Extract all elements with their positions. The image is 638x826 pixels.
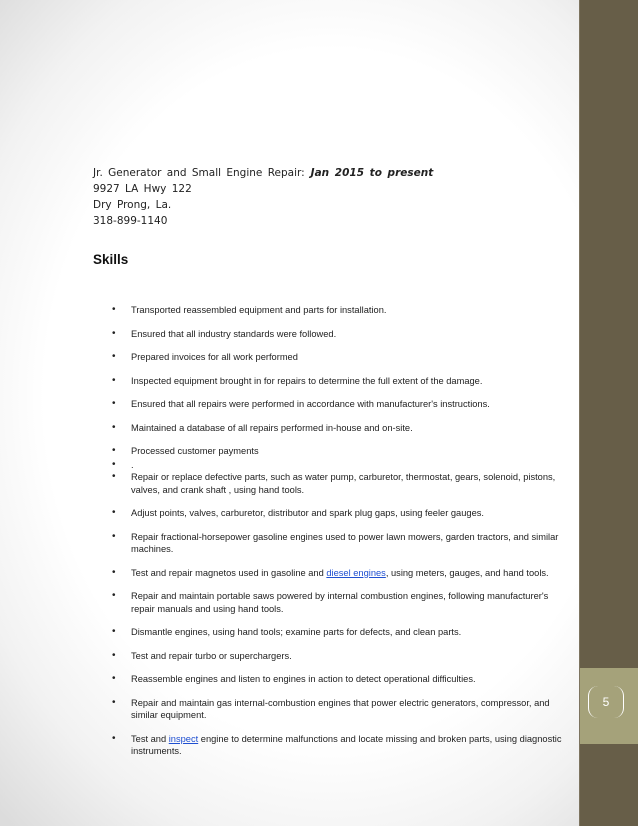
skill-text: Test and xyxy=(131,733,169,744)
skill-text: Adjust points, valves, carburetor, distributor and spark plug gaps, using feeler gauges. xyxy=(131,508,484,518)
skill-item xyxy=(110,375,570,388)
skill-text: Repair or replace defective parts, such as water pump, carburetor, thermostat, gears, solenoid, pistons, valves, and crank shaft , using hand tools. xyxy=(131,472,556,495)
skill-text: Repair and maintain gas internal-combustion engines that power electric generators, compressor, and similar equipment. xyxy=(131,697,550,720)
skill-item xyxy=(110,567,570,580)
skill-text: Processed customer payments xyxy=(131,446,259,456)
skill-item xyxy=(110,351,570,364)
employer-block xyxy=(93,165,433,229)
skill-text: Prepared invoices for all work performed xyxy=(131,352,298,362)
employer-phone: 318-899-1140 xyxy=(93,215,168,227)
skills-heading: Skills xyxy=(93,252,129,267)
skill-item xyxy=(110,459,570,472)
skill-item xyxy=(110,673,570,686)
skill-item xyxy=(110,626,570,639)
skill-text: Test and repair magnetos used in gasoline and xyxy=(131,567,327,578)
skill-text: Dismantle engines, using hand tools; examine parts for defects, and clean parts. xyxy=(131,627,462,637)
skill-text: Reassemble engines and listen to engines in action to detect operational difficulties. xyxy=(131,674,476,684)
skill-text: Inspected equipment brought in for repairs to determine the full extent of the damage. xyxy=(131,375,483,386)
skill-item xyxy=(110,507,570,520)
skill-text: Repair fractional-horsepower gasoline engines used to power lawn mowers, garden tractors, and similar machines. xyxy=(131,531,559,554)
page-number-tab xyxy=(580,668,638,744)
employment-dates: Jan 2015 to present xyxy=(310,167,434,179)
skill-item xyxy=(110,733,570,758)
skill-text: engine to determine malfunctions and locate missing and broken parts, using diagnostic instruments. xyxy=(131,733,562,756)
skill-item xyxy=(110,531,570,556)
skill-text: Ensured that all repairs were performed in accordance with manufacturer's instructions. xyxy=(131,399,490,409)
skill-item xyxy=(110,650,570,663)
skill-text: Repair and maintain portable saws powered by internal combustion engines, following manufacturer's repair manuals and using hand tools. xyxy=(131,591,549,614)
employer-street: 9927 LA Hwy 122 xyxy=(93,183,192,195)
employer-title: Jr. Generator and Small Engine Repair: xyxy=(93,167,305,179)
skill-item xyxy=(110,590,570,615)
employer-title-line xyxy=(93,165,433,181)
skill-item xyxy=(110,422,570,435)
skill-item xyxy=(110,471,570,496)
skill-item xyxy=(110,445,570,458)
skill-text: Ensured that all industry standards were followed. xyxy=(131,328,337,339)
inspect-link[interactable]: inspect xyxy=(168,733,199,744)
skills-list xyxy=(110,304,570,758)
page-number: 5 xyxy=(588,686,624,718)
skill-text: . xyxy=(131,459,134,470)
skill-text: Maintained a database of all repairs performed in-house and on-site. xyxy=(131,422,413,433)
skill-text: Transported reassembled equipment and parts for installation. xyxy=(131,305,387,315)
skill-item xyxy=(110,304,570,317)
skill-item xyxy=(110,398,570,411)
skill-item xyxy=(110,328,570,341)
skill-item xyxy=(110,697,570,722)
employer-city: Dry Prong, La. xyxy=(93,199,172,211)
skill-text: Test and repair turbo or superchargers. xyxy=(131,650,292,661)
diesel-engines-link[interactable]: diesel engines xyxy=(326,567,386,578)
skill-text: , using meters, gauges, and hand tools. xyxy=(385,567,549,578)
